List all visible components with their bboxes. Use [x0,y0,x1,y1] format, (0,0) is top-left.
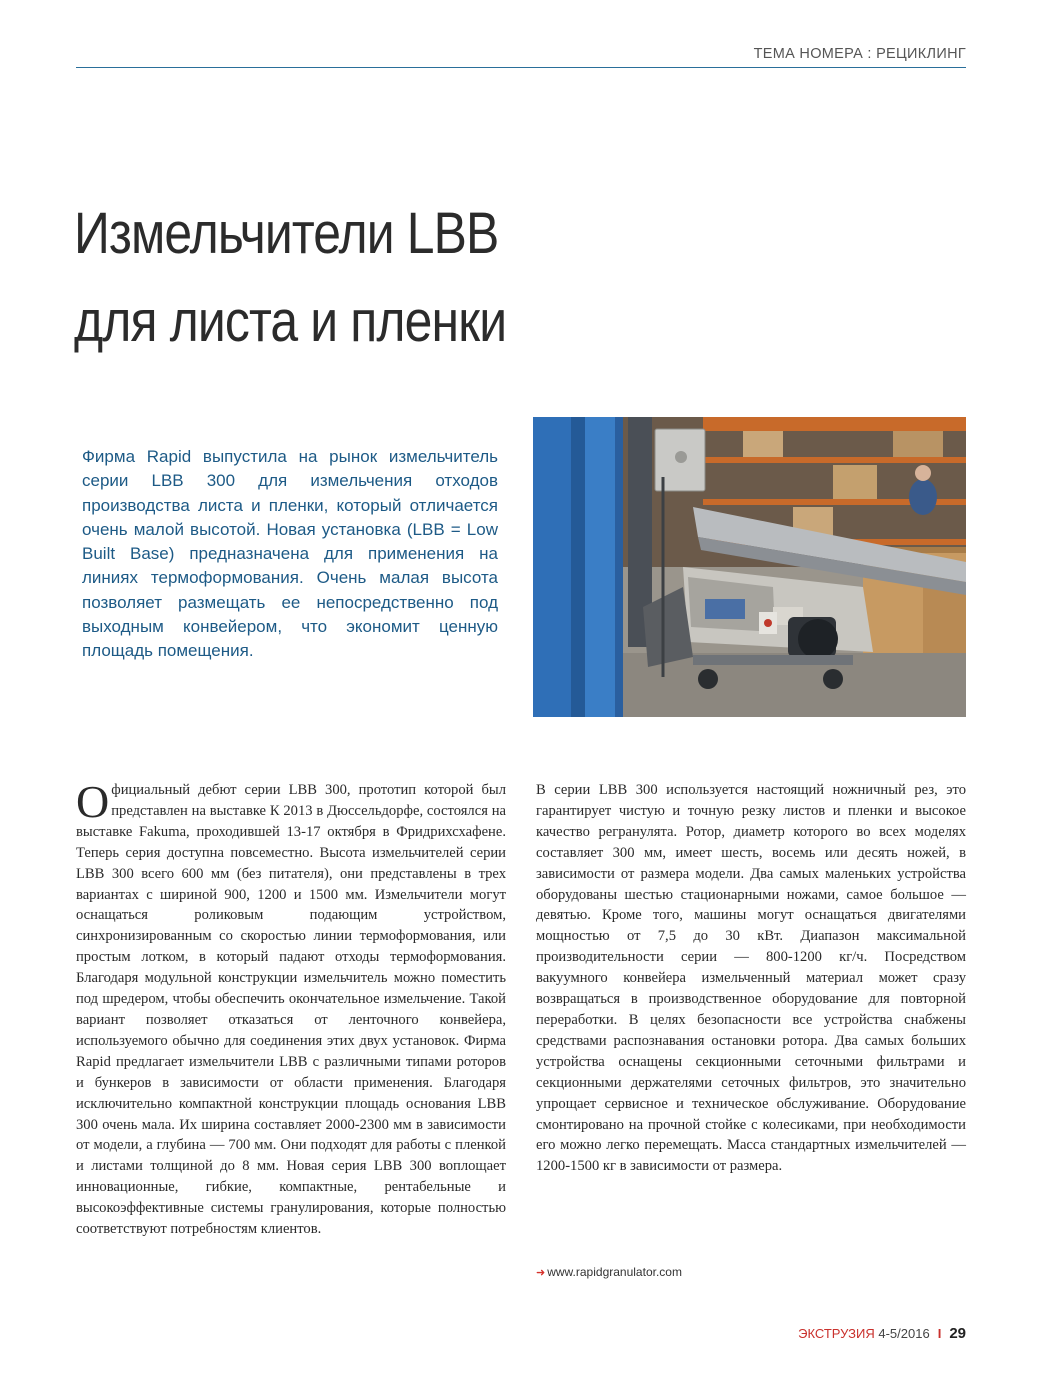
page-number: 29 [949,1325,966,1342]
section-header: ТЕМА НОМЕРА : РЕЦИКЛИНГ [753,46,966,62]
magazine-name: ЭКСТРУЗИЯ [798,1326,875,1341]
red-arrow-icon: ➜ [536,1267,546,1279]
article-title [74,190,506,366]
website-link[interactable] [536,1265,682,1279]
header-divider [76,67,966,68]
body-text-left: фициальный дебют серии LBB 300, прототип которой был представлен на выставке К 2013 в Дюссельдорфе, состоялся на выставке Fakuma, проходившей 13-17 октября в Фридрихсхафене. Теперь серия доступна повсеместно. Высота измельчителей серии LBB 300 всего 600 мм (без питателя), они представлены в трех вариантах с шириной 900, 1200 и 1500 мм. Измельчители могут оснащаться роликовым подающим устройством, синхронизированным со скоростью линии термоформования, или простым лотком, в который падают отходы термоформования. Благодаря модульной конструкции измельчитель можно поместить под шредером, чтобы обеспечить окончательное измельчение. Такой вариант позволяет отказаться от ленточного конвейера, используемого обычно для соединения этих двух установок. Фирма Rapid предлагает измельчители LBB с различными типами роторов и бункеров в зависимости от области применения. Благодаря исключительно компактной конструкции площадь основания LBB 300 очень мала. Их ширина составляет 2000-2300 мм в зависимости от модели, а глубина — 700 мм. Они подходят для работы с пленкой и листами толщиной до 8 мм. Новая серия LBB 300 воплощает инновационные, гибкие, компактные, рентабельные и высокоэффективные системы гранулирования, которые полностью соответствуют потребностям клиентов. [76,782,506,1238]
article-title-line-1: Измельчители LBB [74,201,499,266]
page-footer [798,1325,966,1342]
drop-cap: О [76,776,110,827]
body-text-right: В серии LBB 300 используется настоящий ножничный рез, это гарантирует чистую и точную резку листов и пленки и высокое качество регранулята. Ротор, диаметр которого во всех моделях составляет 300 мм, имеет шесть, восемь или десять ножей, в зависимости от размера модели. Два самых маленьких устройства оборудованы шестью стационарными ножами, самое большое — девятью. Кроме того, машины могут оснащаться двигателями мощностью от 7,5 до 30 кВт. Диапазон максимальной производительности серии — 800-1200 кг/ч. Посредством вакуумного конвейера измельченный материал может сразу возвращаться в производственное оборудование для повторной переработки. В целях безопасности все устройства снабжены средствами распознавания остановки ротора. Два самых больших устройства оснащены секционными сеточными фильтрами и секционными держателями сеточных фильтров, это значительно упрощает сервисное и техническое обслуживание. Оборудование смонтировано на прочной стойке с колесиками, при необходимости его можно легко перемещать. Масса стандартных измельчителей — 1200-1500 кг в зависимости от размера. [536,782,966,1175]
issue-number: 4-5/2016 [878,1326,930,1341]
article-title-line-2: для листа и пленки [74,289,507,354]
footer-separator: I [937,1326,942,1341]
lead-paragraph: Фирма Rapid выпустила на рынок измельчитель серии LBB 300 для измельчения отходов производства листа и пленки, который отличается очень малой высотой. Новая установка (LBB = Low Built Base) предназначена для применения на линиях термоформования. Очень малая высота позволяет размещать ее непосредственно под выходным конвейером, что экономит ценную площадь помещения. [82,447,498,661]
body-column-right [536,780,966,1177]
body-column-left [76,776,506,1240]
website-link-text[interactable]: www.rapidgranulator.com [547,1265,682,1279]
granulator-photo [533,417,966,717]
